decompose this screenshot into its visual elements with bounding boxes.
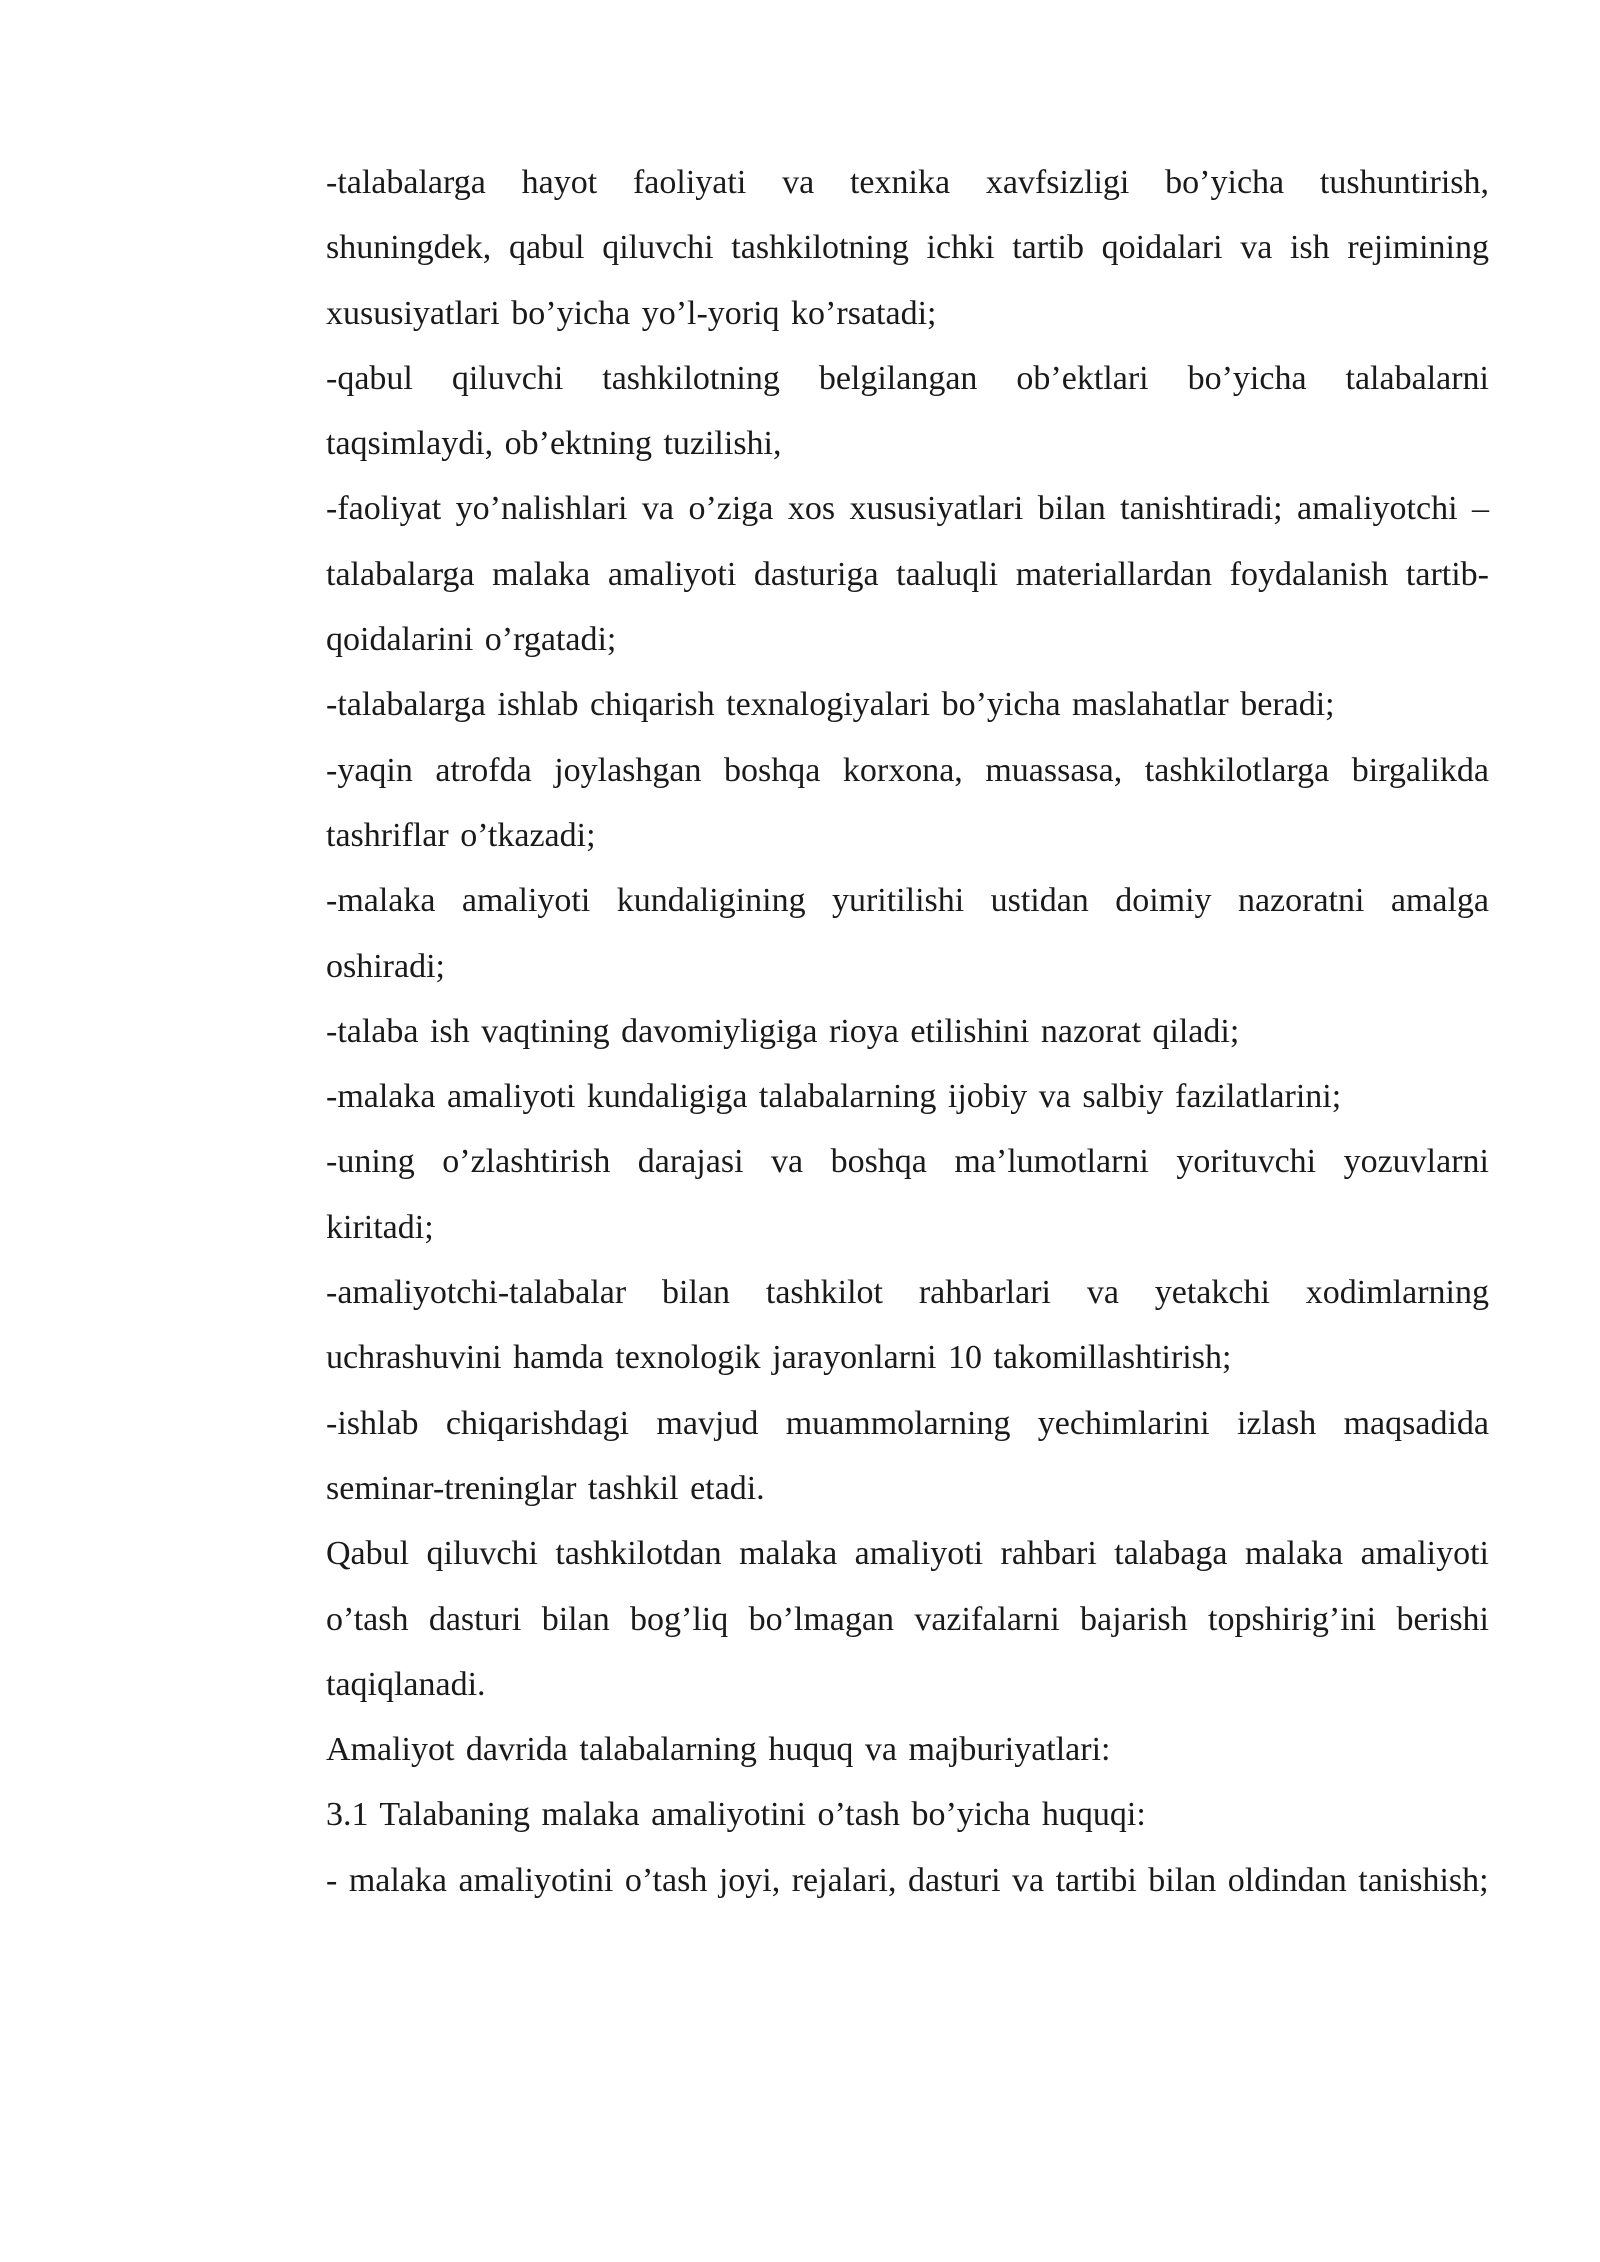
paragraph-section-3-1: 3.1 Talabaning malaka amaliyotini o’tash bo’yicha huquqi: (326, 1796, 1146, 1834)
paragraph-mastery-records: -uning o’zlashtirish darajasi va boshqa ma’lumotlarni yorituvchi yozuvlarni kiritadi; (326, 1143, 1489, 1246)
paragraph-rights-heading: Amaliyot davrida talabalarning huquq va majburiyatlari: (326, 1731, 1111, 1769)
paragraph-diary-control: -malaka amaliyoti kundaligining yuritilishi ustidan doimiy nazoratni amalga oshiradi; (326, 882, 1489, 985)
paragraph-meetings: -amaliyotchi-talabalar bilan tashkilot rahbarlari va yetakchi xodimlarning uchrashuvini hamda texnologik jarayonlarni 10 takomillashtirish; (326, 1274, 1489, 1377)
paragraph-prohibition: Qabul qiluvchi tashkilotdan malaka amaliyoti rahbari talabaga malaka amaliyoti o’tash dasturi bilan bog’liq bo’lmagan vazifalarni bajarish topshirig’ini berishi taqiqlanadi. (326, 1535, 1489, 1703)
paragraph-distribute-students: -qabul qiluvchi tashkilotning belgilangan ob’ektlari bo’yicha talabalarni taqsimlaydi, ob’ektning tuzilishi, (326, 359, 1489, 463)
paragraph-joint-visits: -yaqin atrofda joylashgan boshqa korxona, muassasa, tashkilotlarga birgalikda tashriflar o’tkazadi; (326, 751, 1489, 854)
paragraph-diary-qualities: -malaka amaliyoti kundaligiga talabalarning ijobiy va salbiy fazilatlarini; (326, 1078, 1342, 1116)
paragraph-safety-instruction: -talabalarga hayot faoliyati va texnika xavfsizligi bo’yicha tushuntirish, shuningdek, qabul qiluvchi tashkilotning ichki tartib qoidalari va ish rejimining xususiyatlari bo’yicha yo’l-yoriq ko’rsatadi; (326, 164, 1489, 332)
paragraph-activity-directions: -faoliyat yo’nalishlari va o’ziga xos xususiyatlari bilan tanishtiradi; amaliyotchi – talabalarga malaka amaliyoti dasturiga taaluqli materiallardan foydalanish tartib-qoidalarini o’rgatadi; (326, 490, 1489, 659)
paragraph-familiarization: - malaka amaliyotini o’tash joyi, rejalari, dasturi va tartibi bilan oldindan tanishish; (326, 1861, 1489, 1899)
paragraph-production-advice: -talabalarga ishlab chiqarish texnalogiyalari bo’yicha maslahatlar beradi; (326, 686, 1335, 724)
paragraph-seminars: -ishlab chiqarishdagi mavjud muammolarning yechimlarini izlash maqsadida seminar-treninglar tashkil etadi. (326, 1404, 1489, 1507)
document-body (326, 150, 1489, 1913)
paragraph-work-time-control: -talaba ish vaqtining davomiyligiga rioya etilishini nazorat qiladi; (326, 1012, 1240, 1050)
